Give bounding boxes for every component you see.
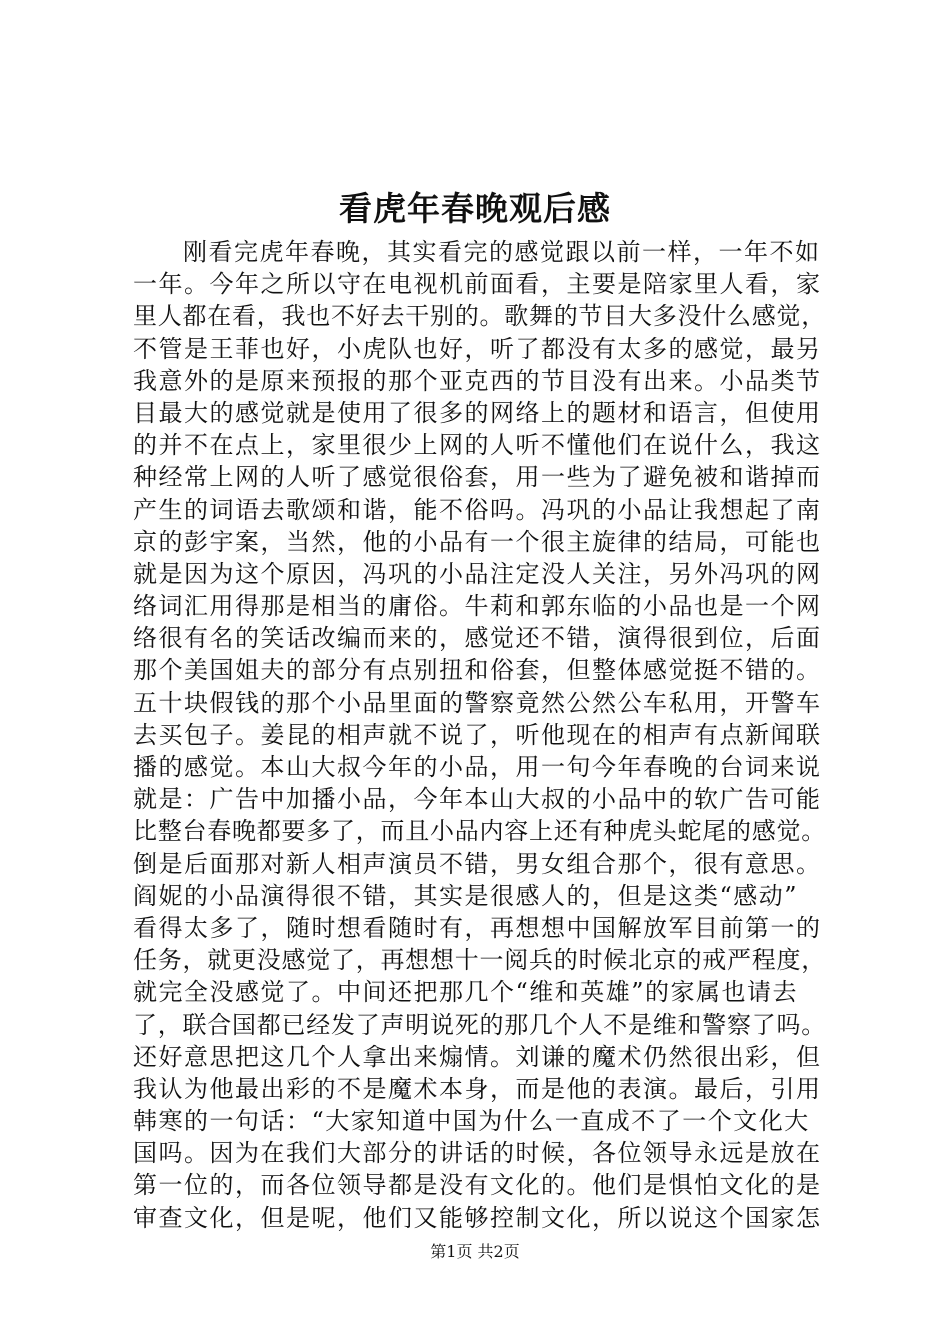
body-line: 京的彭宇案，当然，他的小品有一个很主旋律的结局，可能也: [133, 527, 822, 556]
body-line: 国吗。因为在我们大部分的讲话的时候，各位领导永远是放在: [133, 1139, 822, 1168]
body-line: 比整台春晚都要多了，而且小品内容上还有种虎头蛇尾的感觉。: [133, 817, 826, 846]
body-line: 韩寒的一句话：“大家知道中国为什么一直成不了一个文化大: [133, 1107, 810, 1136]
body-line: 就完全没感觉了。中间还把那几个“维和英雄”的家属也请去: [133, 978, 799, 1007]
page-footer: 第1页 共2页: [430, 1242, 520, 1261]
body-line: 我意外的是原来预报的那个亚克西的节目没有出来。小品类节: [133, 366, 822, 395]
body-line: 审查文化，但是呢，他们又能够控制文化，所以说这个国家怎: [133, 1203, 822, 1232]
body-line: 第一位的，而各位领导都是没有文化的。他们是惧怕文化的是: [133, 1171, 822, 1200]
body-line: 了，联合国都已经发了声明说死的那几个人不是维和警察了吗。: [133, 1010, 826, 1039]
body-line: 去买包子。姜昆的相声就不说了，听他现在的相声有点新闻联: [133, 720, 822, 749]
body-line: 的并不在点上，家里很少上网的人听不懂他们在说什么，我这: [133, 431, 822, 460]
document-title: 看虎年春晚观后感: [339, 189, 611, 228]
body-line: 那个美国姐夫的部分有点别扭和俗套，但整体感觉挺不错的。: [133, 656, 822, 685]
body-line: 我认为他最出彩的不是魔术本身，而是他的表演。最后，引用: [133, 1074, 822, 1103]
body-line: 络词汇用得那是相当的庸俗。牛莉和郭东临的小品也是一个网: [133, 592, 822, 621]
body-line: 种经常上网的人听了感觉很俗套，用一些为了避免被和谐掉而: [133, 463, 822, 492]
body-line: 目最大的感觉就是使用了很多的网络上的题材和语言，但使用: [133, 398, 822, 427]
body-line: 任务，就更没感觉了，再想想十一阅兵的时候北京的戒严程度，: [133, 946, 826, 975]
body-line: 产生的词语去歌颂和谐，能不俗吗。冯巩的小品让我想起了南: [133, 495, 822, 524]
body-line: 刚看完虎年春晚，其实看完的感觉跟以前一样，一年不如: [183, 238, 821, 266]
body-line: 阎妮的小品演得很不错，其实是很感人的，但是这类“感动”: [133, 881, 799, 910]
body-line: 里人都在看，我也不好去干别的。歌舞的节目大多没什么感觉，: [133, 302, 826, 331]
body-line: 播的感觉。本山大叔今年的小品，用一句今年春晚的台词来说: [133, 753, 822, 781]
document-body: [133, 236, 826, 1234]
body-line: 络很有名的笑话改编而来的，感觉还不错，演得很到位，后面: [133, 624, 822, 653]
body-line: 就是因为这个原因，冯巩的小品注定没人关注，另外冯巩的网: [133, 559, 822, 588]
body-line: 五十块假钱的那个小品里面的警察竟然公然公车私用，开警车: [133, 688, 822, 717]
body-line: 看得太多了，随时想看随时有，再想想中国解放军目前第一的: [133, 913, 822, 942]
body-line: 一年。今年之所以守在电视机前面看，主要是陪家里人看，家: [133, 270, 822, 299]
body-line: 不管是王菲也好，小虎队也好，听了都没有太多的感觉，最另: [133, 334, 822, 363]
body-line: 倒是后面那对新人相声演员不错，男女组合那个，很有意思。: [133, 849, 822, 878]
body-line: 还好意思把这几个人拿出来煽情。刘谦的魔术仍然很出彩，但: [133, 1042, 822, 1071]
body-line: 就是：广告中加播小品，今年本山大叔的小品中的软广告可能: [133, 785, 822, 814]
